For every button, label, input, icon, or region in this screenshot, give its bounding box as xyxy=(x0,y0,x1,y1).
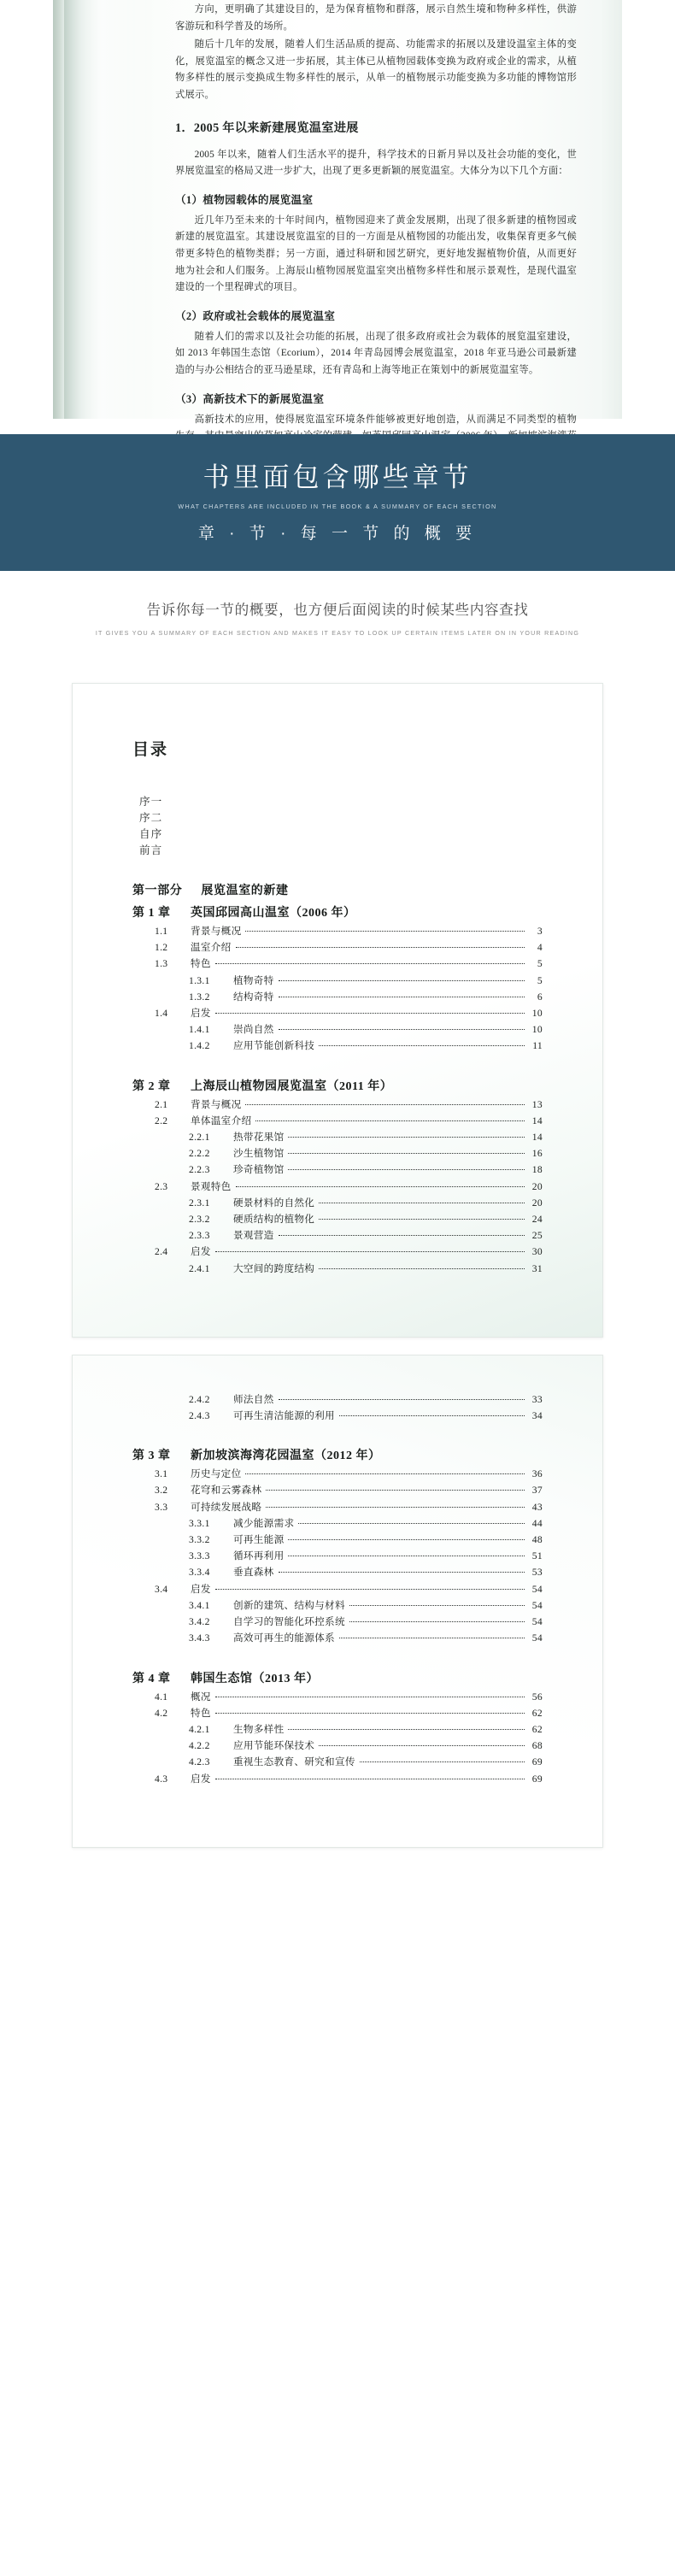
entry-page: 14 xyxy=(531,1132,543,1144)
entry-number: 2.2 xyxy=(155,1115,168,1126)
entry-number: 1.1 xyxy=(155,926,168,937)
entry-number: 2.3 xyxy=(155,1180,168,1192)
entry-page: 54 xyxy=(531,1632,543,1644)
toc-entry[interactable] xyxy=(132,1564,543,1580)
entry-label: 重视生态教育、研究和宣传 xyxy=(233,1756,355,1768)
entry-label: 应用节能环保技术 xyxy=(233,1740,315,1752)
leader-dots xyxy=(236,1186,525,1187)
toc-entry[interactable] xyxy=(132,1771,543,1787)
entry-page: 54 xyxy=(531,1583,543,1595)
entry-page: 4 xyxy=(537,942,543,954)
entry-page: 44 xyxy=(531,1517,543,1529)
leader-dots xyxy=(288,1169,525,1170)
entry-label: 生物多样性 xyxy=(233,1723,285,1735)
entry-page: 56 xyxy=(531,1691,543,1703)
entry-page: 24 xyxy=(531,1214,543,1226)
toc-entry[interactable] xyxy=(132,1532,543,1548)
leader-dots xyxy=(245,1473,525,1474)
toc-entry[interactable] xyxy=(132,1597,543,1614)
entry-page: 11 xyxy=(532,1040,543,1052)
book-spine-shadow xyxy=(53,0,64,419)
book-page-text-column xyxy=(175,0,577,463)
leader-dots xyxy=(215,1589,525,1590)
part-number: 第一部分 xyxy=(132,885,183,897)
leader-dots xyxy=(360,1761,525,1762)
front-matter-item: 序一 xyxy=(139,796,163,808)
toc-entry[interactable] xyxy=(132,1211,543,1227)
toc-entry[interactable] xyxy=(132,1466,543,1482)
entry-page: 48 xyxy=(531,1534,543,1546)
subsection-heading-3: （3）高新技术下的新展览温室 xyxy=(175,392,325,405)
toc-entry[interactable] xyxy=(132,1689,543,1705)
entry-label: 可再生清洁能源的利用 xyxy=(233,1410,335,1422)
leader-dots xyxy=(319,1745,525,1746)
entry-number: 1.2 xyxy=(155,942,168,954)
toc-entry[interactable] xyxy=(132,1097,543,1113)
entry-page: 36 xyxy=(531,1468,543,1480)
entry-number: 3.4.1 xyxy=(189,1599,210,1611)
entry-page: 62 xyxy=(531,1723,543,1735)
entry-number: 3.3.3 xyxy=(189,1550,210,1562)
entry-label: 景观营造 xyxy=(233,1230,274,1242)
entry-page: 25 xyxy=(531,1230,543,1242)
entry-label: 热带花果馆 xyxy=(233,1132,285,1144)
entry-page: 20 xyxy=(531,1197,543,1209)
leader-dots xyxy=(245,1104,525,1105)
entry-label: 硬景材料的自然化 xyxy=(233,1197,315,1209)
banner-subtitle-chinese: 章 · 节 · 每 一 节 的 概 要 xyxy=(197,524,478,543)
entry-number: 1.3.1 xyxy=(189,974,210,986)
front-matter-item: 序二 xyxy=(139,812,163,824)
toc-entry[interactable] xyxy=(132,1408,543,1424)
entry-number: 1.4.1 xyxy=(189,1024,210,1036)
toc-page-2 xyxy=(0,1355,675,1848)
entry-number: 3.4 xyxy=(155,1583,168,1595)
entry-label: 特色 xyxy=(191,958,211,970)
leader-dots xyxy=(279,1399,525,1400)
entry-label: 硬质结构的植物化 xyxy=(233,1214,315,1226)
toc-2-top-padding xyxy=(132,1356,543,1391)
toc-entry[interactable] xyxy=(132,1515,543,1532)
leader-dots xyxy=(298,1523,525,1524)
chapter-number: 第 4 章 xyxy=(132,1672,171,1685)
toc-2-inner xyxy=(73,1356,602,1847)
entry-number: 4.1 xyxy=(155,1691,168,1703)
leader-dots xyxy=(339,1415,525,1416)
subsection-body-3: 高新技术的应用，使得展览温室环境条件能够被更好地创造，从而满足不同类型的植物 xyxy=(194,414,577,425)
entry-label: 垂直森林 xyxy=(233,1567,274,1579)
entry-label: 可持续发展战略 xyxy=(191,1501,262,1513)
toc-entry[interactable] xyxy=(132,1244,543,1260)
toc-entry[interactable] xyxy=(132,1227,543,1244)
chapter-number: 第 1 章 xyxy=(132,907,171,920)
toc-entry[interactable] xyxy=(132,1738,543,1754)
entry-label: 崇尚自然 xyxy=(233,1024,274,1036)
paragraph-continuation: 方向，更明确了其建设目的，是为保育植物和群落，展示自然生境和物种多样性，供游客游玩和科学普及的场所。 xyxy=(175,4,577,32)
entry-label: 植物奇特 xyxy=(233,974,274,986)
entry-number: 4.3 xyxy=(155,1773,168,1785)
leader-dots xyxy=(349,1605,525,1606)
toc-entry[interactable] xyxy=(132,973,543,989)
entry-number: 1.4.2 xyxy=(189,1040,210,1052)
leader-dots xyxy=(236,947,525,948)
leader-dots xyxy=(215,963,525,964)
entry-label: 温室介绍 xyxy=(191,942,232,954)
entry-page: 6 xyxy=(537,991,543,1003)
entry-label: 创新的建筑、结构与材料 xyxy=(233,1599,345,1611)
entry-number: 2.4 xyxy=(155,1246,168,1258)
entry-number: 3.3.4 xyxy=(189,1567,210,1579)
entry-label: 可再生能源 xyxy=(233,1534,285,1546)
entry-label: 启发 xyxy=(191,1773,211,1785)
leader-dots xyxy=(215,1013,525,1014)
chapter-title xyxy=(132,1669,543,1686)
toc-entry[interactable] xyxy=(132,1614,543,1630)
entry-number: 2.3.2 xyxy=(189,1214,210,1226)
toc-entry[interactable] xyxy=(132,1005,543,1021)
entry-page: 43 xyxy=(531,1501,543,1513)
entry-number: 3.1 xyxy=(155,1468,168,1480)
toc-1-bottom-padding xyxy=(132,1277,543,1337)
toc-entry[interactable] xyxy=(132,1482,543,1498)
entry-label: 沙生植物馆 xyxy=(233,1148,285,1160)
entry-number: 2.3.3 xyxy=(189,1230,210,1242)
leader-dots xyxy=(279,980,525,981)
caption-english: IT GIVES YOU A SUMMARY OF EACH SECTION AND MAKES IT EASY TO LOOK UP CERTAIN ITEMS LATER ON IN YOUR READING xyxy=(95,630,580,637)
toc-entry[interactable] xyxy=(132,1581,543,1597)
entry-page: 18 xyxy=(531,1164,543,1176)
entry-label: 历史与定位 xyxy=(191,1468,242,1480)
toc-entry[interactable] xyxy=(132,1021,543,1038)
entry-number: 4.2.2 xyxy=(189,1740,210,1752)
entry-number: 1.4 xyxy=(155,1008,168,1020)
entry-number: 2.2.3 xyxy=(189,1164,210,1176)
leader-dots xyxy=(319,1268,525,1269)
toc-1-inner xyxy=(73,737,602,1337)
entry-number: 2.2.1 xyxy=(189,1132,210,1144)
chapter-number: 第 3 章 xyxy=(132,1450,171,1463)
book-page-photo-body-text xyxy=(0,0,675,425)
toc-entry[interactable] xyxy=(132,923,543,939)
paragraph-development: 随后十几年的发展，随着人们生活品质的提高、功能需求的拓展以及建设温室主体的变化，展览温室的概念又进一步拓展，其主体已从植物园载体变换为政府或企业的需求，从植物多样性的展示变换成生物多样性的展示，从单一的植物展示功能变换为多功能的博物馆形式展示。 xyxy=(175,39,577,100)
entry-page: 30 xyxy=(531,1246,543,1258)
entry-page: 33 xyxy=(531,1393,543,1405)
entry-label: 大空间的跨度结构 xyxy=(233,1262,315,1274)
toc-entry[interactable] xyxy=(132,1179,543,1195)
entry-page: 31 xyxy=(531,1262,543,1274)
entry-label: 背景与概况 xyxy=(191,926,242,937)
entry-label: 减少能源需求 xyxy=(233,1517,295,1529)
leader-dots xyxy=(255,1120,525,1121)
chapter-name: 韩国生态馆（2013 年） xyxy=(191,1672,319,1685)
toc-entry[interactable] xyxy=(132,1162,543,1178)
toc-entry[interactable] xyxy=(132,1113,543,1129)
chapter-name: 上海辰山植物园展览温室（2011 年） xyxy=(191,1079,393,1093)
entry-label: 景观特色 xyxy=(191,1180,232,1192)
entry-label: 启发 xyxy=(191,1246,211,1258)
entry-label: 高效可再生的能源体系 xyxy=(233,1632,335,1644)
leader-dots xyxy=(279,1235,525,1236)
entry-page: 10 xyxy=(531,1024,543,1036)
entry-label: 师法自然 xyxy=(233,1393,274,1405)
entry-page: 10 xyxy=(531,1008,543,1020)
entry-page: 54 xyxy=(531,1616,543,1628)
chapter-title xyxy=(132,1077,543,1094)
entry-page: 14 xyxy=(531,1115,543,1126)
front-matter-item: 自序 xyxy=(139,828,163,840)
entry-number: 4.2.3 xyxy=(189,1756,210,1768)
leader-dots xyxy=(319,1045,525,1046)
chapter-title xyxy=(132,903,543,920)
section-intro-paragraph: 2005 年以来，随着人们生活水平的提升，科学技术的日新月异以及社会功能的变化，世界展览温室的格局又进一步扩大，出现了更多更新颖的展览温室。大体分为以下几个方面： xyxy=(175,149,577,177)
toc-page-1 xyxy=(0,683,675,1338)
toc-entry[interactable] xyxy=(132,956,543,972)
toc-entry[interactable] xyxy=(132,1754,543,1770)
entry-number: 2.4.1 xyxy=(189,1262,210,1274)
subsection-body-2: 随着人们的需求以及社会功能的拓展，出现了很多政府或社会为载体的展览温室建设，如 2013 年韩国生态馆（Ecorium），2014 年青岛园博会展览温室，2018 年亚马逊公司最新建造的与办公相结合的亚马逊星球，还有青岛和上海等地正在策划中的新展览温室等。 xyxy=(175,331,577,375)
section-heading-1: 1．2005 年以来新建展览温室进展 xyxy=(175,121,359,135)
entry-label: 自学习的智能化环控系统 xyxy=(233,1616,345,1628)
entry-page: 3 xyxy=(537,926,543,937)
toc-entry[interactable] xyxy=(132,1038,543,1054)
entry-page: 34 xyxy=(531,1410,543,1422)
entry-number: 3.3 xyxy=(155,1501,168,1513)
entry-page: 62 xyxy=(531,1707,543,1719)
front-matter-item: 前言 xyxy=(139,844,163,856)
leader-dots xyxy=(266,1490,525,1491)
toc-sheet-2 xyxy=(72,1355,603,1848)
leader-dots xyxy=(215,1713,525,1714)
toc-entry[interactable] xyxy=(132,1145,543,1162)
entry-number: 3.2 xyxy=(155,1485,168,1497)
leader-dots xyxy=(319,1219,525,1220)
toc-entry[interactable] xyxy=(132,1261,543,1277)
entry-label: 启发 xyxy=(191,1008,211,1020)
entry-page: 53 xyxy=(531,1567,543,1579)
entry-label: 花穹和云雾森林 xyxy=(191,1485,262,1497)
entry-page: 69 xyxy=(531,1756,543,1768)
leader-dots xyxy=(245,931,525,932)
entry-number: 4.2.1 xyxy=(189,1723,210,1735)
entry-label: 应用节能创新科技 xyxy=(233,1040,315,1052)
entry-number: 3.3.2 xyxy=(189,1534,210,1546)
toc-entry[interactable] xyxy=(132,1548,543,1564)
leader-dots xyxy=(288,1137,525,1138)
chapter-title xyxy=(132,1446,543,1463)
entry-label: 概况 xyxy=(191,1691,211,1703)
toc-entry[interactable] xyxy=(132,1721,543,1738)
entry-page: 16 xyxy=(531,1148,543,1160)
subsection-heading-1: （1）植物园载体的展览温室 xyxy=(175,193,314,206)
entry-page: 37 xyxy=(531,1485,543,1497)
entry-label: 循环再利用 xyxy=(233,1550,285,1562)
banner-title: 书里面包含哪些章节 xyxy=(202,462,472,493)
toc-entry[interactable] xyxy=(132,1129,543,1145)
front-matter-list xyxy=(139,794,543,859)
entry-number: 3.3.1 xyxy=(189,1517,210,1529)
spacer-between-toc-pages xyxy=(0,1338,675,1355)
leader-dots xyxy=(288,1729,525,1730)
toc-sheet-1 xyxy=(72,683,603,1338)
entry-label: 珍奇植物馆 xyxy=(233,1164,285,1176)
toc-entry[interactable] xyxy=(132,939,543,956)
entry-label: 启发 xyxy=(191,1583,211,1595)
entry-label: 结构奇特 xyxy=(233,991,274,1003)
entry-number: 2.4.3 xyxy=(189,1410,210,1422)
entry-number: 1.3.2 xyxy=(189,991,210,1003)
entry-page: 13 xyxy=(531,1098,543,1110)
leader-dots xyxy=(288,1153,525,1154)
leader-dots xyxy=(349,1621,525,1622)
banner-subtitle-english: WHAT CHAPTERS ARE INCLUDED IN THE BOOK & A SUMMARY OF EACH SECTION xyxy=(178,502,497,510)
entry-number: 3.4.3 xyxy=(189,1632,210,1644)
toc-entry[interactable] xyxy=(132,1195,543,1211)
part-title xyxy=(132,881,543,898)
part-name: 展览温室的新建 xyxy=(201,885,289,897)
toc-entry[interactable] xyxy=(132,1630,543,1646)
spacer-before-toc-1 xyxy=(0,662,675,683)
leader-dots xyxy=(288,1539,525,1540)
entry-number: 2.1 xyxy=(155,1098,168,1110)
entry-page: 68 xyxy=(531,1740,543,1752)
entry-label: 背景与概况 xyxy=(191,1098,242,1110)
entry-number: 2.2.2 xyxy=(189,1148,210,1160)
toc-entry[interactable] xyxy=(132,1499,543,1515)
toc-entry[interactable] xyxy=(132,989,543,1005)
entry-number: 2.4.2 xyxy=(189,1393,210,1405)
entry-page: 69 xyxy=(531,1773,543,1785)
section-banner xyxy=(0,434,675,571)
entry-page: 51 xyxy=(531,1550,543,1562)
toc-entry[interactable] xyxy=(132,1391,543,1408)
subsection-body-1: 近几年乃至未来的十年时间内，植物园迎来了黄金发展期，出现了很多新建的植物园或新建的展览温室。其建设展览温室的目的一方面是从植物园的功能出发，收集保育更多气候带更多特色的植物类群；另一方面，通过科研和园艺研究，更好地发掘植物价值，从而更好地为社会和人们服务。上海辰山植物园展览温室突出植物多样性和展示景观性，是现代温室建设的一个里程碑式的项目。 xyxy=(175,215,577,293)
leader-dots xyxy=(215,1251,525,1252)
entry-page: 54 xyxy=(531,1599,543,1611)
entry-number: 4.2 xyxy=(155,1707,168,1719)
entry-page: 5 xyxy=(537,974,543,986)
subsection-heading-2: （2）政府或社会载体的展览温室 xyxy=(175,309,336,322)
chapter-name: 新加坡滨海湾花园温室（2012 年） xyxy=(191,1450,381,1463)
leader-dots xyxy=(279,1572,525,1573)
entry-number: 1.3 xyxy=(155,958,168,970)
entry-page: 5 xyxy=(537,958,543,970)
toc-entry[interactable] xyxy=(132,1705,543,1721)
caption-band xyxy=(0,571,675,662)
entry-number: 2.3.1 xyxy=(189,1197,210,1209)
chapter-name: 英国邱园高山温室（2006 年） xyxy=(191,907,356,920)
entry-label: 单体温室介绍 xyxy=(191,1115,252,1126)
leader-dots xyxy=(279,1029,525,1030)
chapter-number: 第 2 章 xyxy=(132,1079,171,1093)
entry-label: 特色 xyxy=(191,1707,211,1719)
caption-chinese: 告诉你每一节的概要，也方便后面阅读的时候某些内容查找 xyxy=(146,602,529,618)
leader-dots xyxy=(266,1507,525,1508)
toc-2-bottom-padding xyxy=(132,1787,543,1847)
entry-page: 20 xyxy=(531,1180,543,1192)
toc-heading: 目录 xyxy=(132,741,169,759)
entry-number: 3.4.2 xyxy=(189,1616,210,1628)
